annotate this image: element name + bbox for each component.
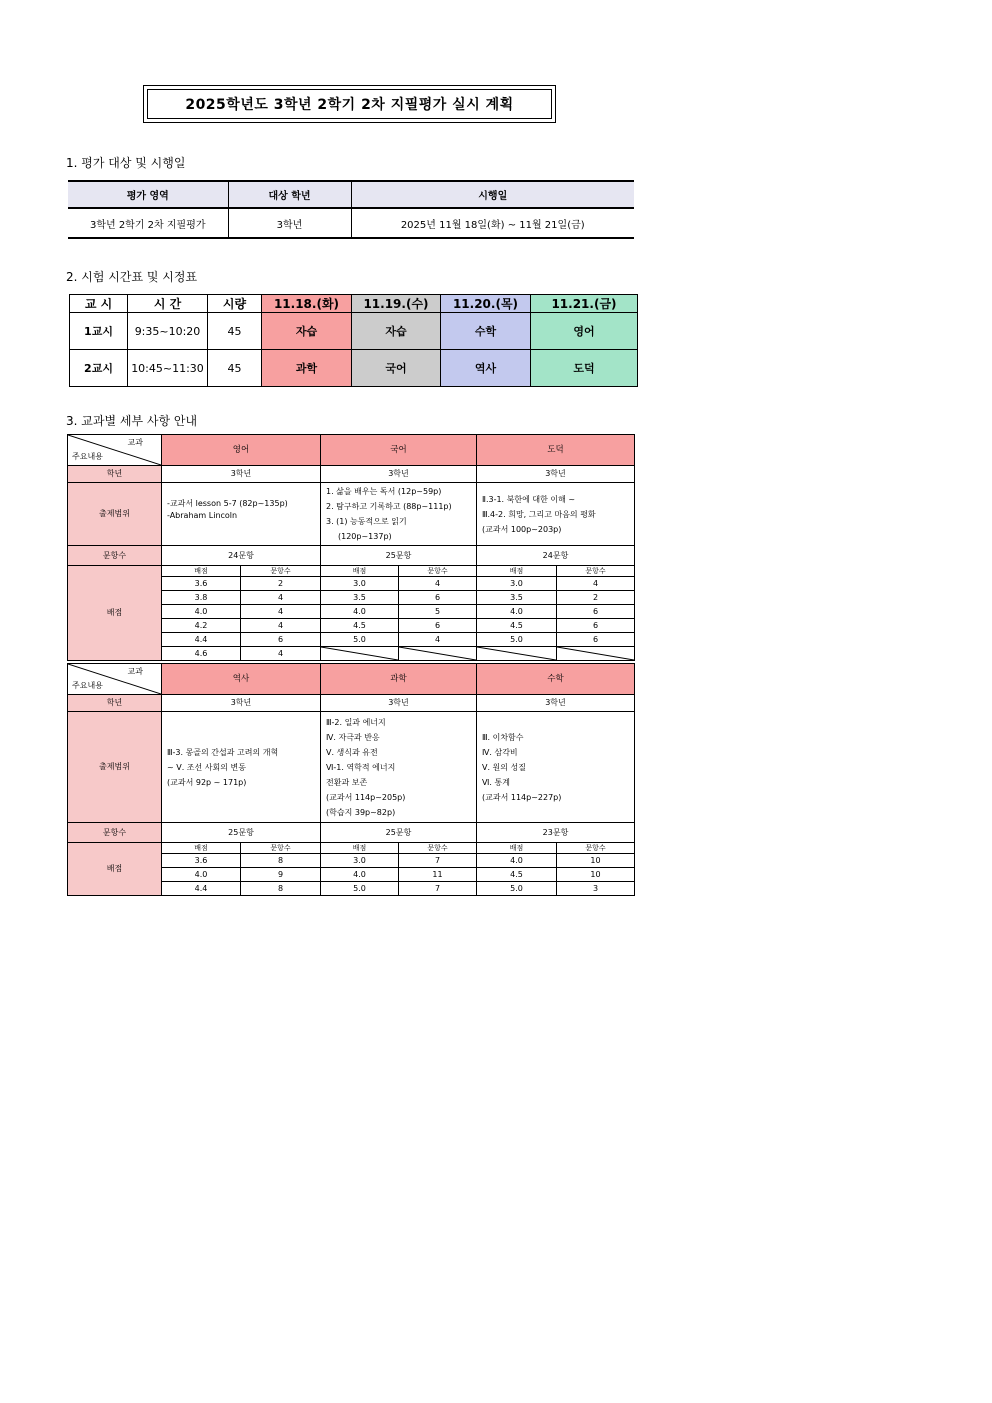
- count-cell: 2: [241, 577, 321, 591]
- row-label-score: 배점: [68, 843, 162, 896]
- header-day4: 11.21.(금): [531, 295, 638, 313]
- subject-count: 25문항: [321, 546, 477, 566]
- count-header: 문항수: [557, 566, 635, 577]
- scope-line: -교과서 lesson 5-7 (82p~135p): [167, 499, 288, 508]
- empty-slash-cell: [557, 647, 635, 661]
- count-cell: 4: [241, 591, 321, 605]
- subject-count: 23문항: [477, 823, 635, 843]
- scope-line: Ⅲ-2. 일과 에너지: [326, 717, 386, 727]
- slot-1-day2: 자습: [352, 313, 441, 350]
- count-cell: 10: [557, 854, 635, 868]
- slot-1-day4: 영어: [531, 313, 638, 350]
- slot-2-day4: 도덕: [531, 350, 638, 387]
- scope-line: -Abraham Lincoln: [167, 511, 238, 520]
- header-time: 시 간: [128, 295, 208, 313]
- header-day2: 11.19.(수): [352, 295, 441, 313]
- slot-2-day1: 과학: [262, 350, 352, 387]
- count-header: 문항수: [241, 843, 321, 854]
- count-cell: 6: [399, 591, 477, 605]
- scope-line: Ⅲ-3. 몽골의 간섭과 고려의 개혁: [167, 747, 279, 757]
- score-cell: 4.0: [321, 605, 399, 619]
- corner-cell: [68, 435, 162, 466]
- subject-scope: [321, 712, 477, 823]
- count-cell: 4: [241, 647, 321, 661]
- score-cell: 4.4: [162, 633, 241, 647]
- scope-line: (교과서 114p~227p): [482, 792, 562, 802]
- count-cell: 7: [399, 882, 477, 896]
- scope-line: (학습지 39p~82p): [326, 807, 396, 817]
- empty-slash-cell: [477, 647, 557, 661]
- score-header: 배점: [321, 566, 399, 577]
- header-area: 평가 영역: [68, 181, 228, 208]
- row-label-scope: 출제범위: [68, 712, 162, 823]
- corner-top-label: 교과: [127, 438, 143, 447]
- slot-2-day2: 국어: [352, 350, 441, 387]
- count-cell: 11: [399, 868, 477, 882]
- subject-scope: [477, 712, 635, 823]
- corner-bottom-label: 주요내용: [72, 452, 103, 461]
- subject-name: 도덕: [477, 435, 635, 466]
- row-label-scope: 출제범위: [68, 483, 162, 546]
- section3-heading: 3. 교과별 세부 사항 안내: [66, 414, 198, 428]
- subject-grade: 3학년: [162, 695, 321, 712]
- count-header: 문항수: [557, 843, 635, 854]
- score-cell: 5.0: [321, 882, 399, 896]
- count-cell: 6: [557, 633, 635, 647]
- corner-cell: [68, 664, 162, 695]
- duration-1: 45: [208, 313, 262, 350]
- score-cell: 4.4: [162, 882, 241, 896]
- scope-line: Ⅵ. 통계: [482, 777, 510, 787]
- score-cell: 4.5: [321, 619, 399, 633]
- count-cell: 4: [557, 577, 635, 591]
- scope-line: ~ Ⅴ. 조선 사회의 변동: [167, 762, 246, 772]
- subject-grade: 3학년: [321, 466, 477, 483]
- header-period: 교 시: [70, 295, 128, 313]
- count-cell: 4: [241, 605, 321, 619]
- score-cell: 4.0: [162, 868, 241, 882]
- subject-scope: [477, 483, 635, 546]
- scope-line: (교과서 114p~205p): [326, 792, 406, 802]
- score-cell: 5.0: [477, 633, 557, 647]
- count-header: 문항수: [399, 566, 477, 577]
- subject-scope: [162, 712, 321, 823]
- title-box: [143, 85, 556, 123]
- row-label-count: 문항수: [68, 823, 162, 843]
- period-2: 2교시: [70, 350, 128, 387]
- count-cell: 7: [399, 854, 477, 868]
- score-cell: 3.5: [321, 591, 399, 605]
- score-cell: 3.0: [321, 854, 399, 868]
- score-cell: 4.6: [162, 647, 241, 661]
- header-day3: 11.20.(목): [441, 295, 531, 313]
- subject-grade: 3학년: [477, 466, 635, 483]
- count-cell: 6: [557, 605, 635, 619]
- count-header: 문항수: [399, 843, 477, 854]
- score-header: 배점: [162, 843, 241, 854]
- count-cell: 6: [241, 633, 321, 647]
- subject-name: 역사: [162, 664, 321, 695]
- empty-slash-cell: [399, 647, 477, 661]
- slot-2-day3: 역사: [441, 350, 531, 387]
- slot-1-day1: 자습: [262, 313, 352, 350]
- cell-grade: 3학년: [228, 208, 351, 238]
- scope-line: Ⅵ-1. 역학적 에너지: [326, 762, 396, 772]
- count-cell: 8: [241, 882, 321, 896]
- row-label-score: 배점: [68, 566, 162, 661]
- header-day1: 11.18.(화): [262, 295, 352, 313]
- subject-name: 수학: [477, 664, 635, 695]
- scope-line: 1. 삶을 배우는 독서 (12p~59p): [326, 487, 442, 496]
- section2-heading: 2. 시험 시간표 및 시정표: [66, 270, 198, 284]
- score-header: 배점: [162, 566, 241, 577]
- scope-line: (교과서 100p~203p): [482, 524, 562, 534]
- score-cell: 4.0: [477, 605, 557, 619]
- header-date: 시행일: [351, 181, 634, 208]
- subject-name: 과학: [321, 664, 477, 695]
- timetable: [69, 294, 638, 387]
- count-cell: 4: [399, 577, 477, 591]
- score-header: 배점: [477, 566, 557, 577]
- scope-line: (120p~137p): [338, 532, 392, 541]
- score-cell: 4.0: [477, 854, 557, 868]
- scope-line: (교과서 92p ~ 171p): [167, 777, 247, 787]
- count-cell: 3: [557, 882, 635, 896]
- scope-line: 3. (1) 능동적으로 읽기: [326, 517, 407, 526]
- score-cell: 4.5: [477, 619, 557, 633]
- cell-area: 3학년 2학기 2차 지필평가: [68, 208, 228, 238]
- subject-grade: 3학년: [321, 695, 477, 712]
- section1-heading: 1. 평가 대상 및 시행일: [66, 156, 186, 170]
- score-cell: 3.0: [477, 577, 557, 591]
- count-cell: 9: [241, 868, 321, 882]
- score-cell: 3.5: [477, 591, 557, 605]
- count-cell: 10: [557, 868, 635, 882]
- header-grade: 대상 학년: [228, 181, 351, 208]
- count-cell: 2: [557, 591, 635, 605]
- score-header: 배점: [477, 843, 557, 854]
- duration-2: 45: [208, 350, 262, 387]
- count-cell: 4: [399, 633, 477, 647]
- scope-line: Ⅲ.4-2. 희망, 그리고 마음의 평화: [482, 509, 596, 519]
- score-cell: 3.6: [162, 854, 241, 868]
- score-cell: 4.2: [162, 619, 241, 633]
- score-cell: 3.6: [162, 577, 241, 591]
- subject-details-table-1: [67, 434, 635, 661]
- subject-count: 25문항: [321, 823, 477, 843]
- count-cell: 6: [557, 619, 635, 633]
- scope-line: 전환과 보존: [326, 777, 368, 787]
- count-cell: 6: [399, 619, 477, 633]
- count-cell: 5: [399, 605, 477, 619]
- subject-details-table-2: [67, 663, 635, 896]
- subject-name: 국어: [321, 435, 477, 466]
- score-header: 배점: [321, 843, 399, 854]
- score-cell: 4.0: [321, 868, 399, 882]
- subject-name: 영어: [162, 435, 321, 466]
- row-label-grade: 학년: [68, 695, 162, 712]
- score-cell: 4.0: [162, 605, 241, 619]
- scope-line: Ⅱ.3-1. 북한에 대한 이해 ~: [482, 494, 576, 504]
- time-2: 10:45~11:30: [128, 350, 208, 387]
- score-cell: 3.0: [321, 577, 399, 591]
- subject-scope: [321, 483, 477, 546]
- row-label-grade: 학년: [68, 466, 162, 483]
- score-cell: 5.0: [321, 633, 399, 647]
- subject-count: 24문항: [162, 546, 321, 566]
- scope-line: Ⅴ. 원의 성질: [482, 762, 527, 772]
- slot-1-day3: 수학: [441, 313, 531, 350]
- empty-slash-cell: [321, 647, 399, 661]
- scope-line: Ⅳ. 자극과 반응: [326, 732, 380, 742]
- scope-line: Ⅳ. 삼각비: [482, 747, 518, 757]
- header-duration: 시량: [208, 295, 262, 313]
- subject-count: 24문항: [477, 546, 635, 566]
- count-cell: 8: [241, 854, 321, 868]
- scope-line: 2. 탐구하고 기록하고 (88p~111p): [326, 502, 452, 511]
- subject-count: 25문항: [162, 823, 321, 843]
- subject-scope: [162, 483, 321, 546]
- corner-top-label: 교과: [127, 667, 143, 676]
- subject-grade: 3학년: [162, 466, 321, 483]
- scope-line: Ⅴ. 생식과 유전: [326, 747, 378, 757]
- count-cell: 4: [241, 619, 321, 633]
- exam-schedule-table: [68, 180, 634, 239]
- count-header: 문항수: [241, 566, 321, 577]
- cell-date: 2025년 11월 18일(화) ~ 11월 21일(금): [351, 208, 634, 238]
- corner-bottom-label: 주요내용: [72, 681, 103, 690]
- period-1: 1교시: [70, 313, 128, 350]
- score-cell: 5.0: [477, 882, 557, 896]
- row-label-count: 문항수: [68, 546, 162, 566]
- score-cell: 3.8: [162, 591, 241, 605]
- score-cell: 4.5: [477, 868, 557, 882]
- subject-grade: 3학년: [477, 695, 635, 712]
- scope-line: Ⅲ. 이차함수: [482, 732, 524, 742]
- time-1: 9:35~10:20: [128, 313, 208, 350]
- page-title: 2025학년도 3학년 2학기 2차 지필평가 실시 계획: [147, 89, 552, 119]
